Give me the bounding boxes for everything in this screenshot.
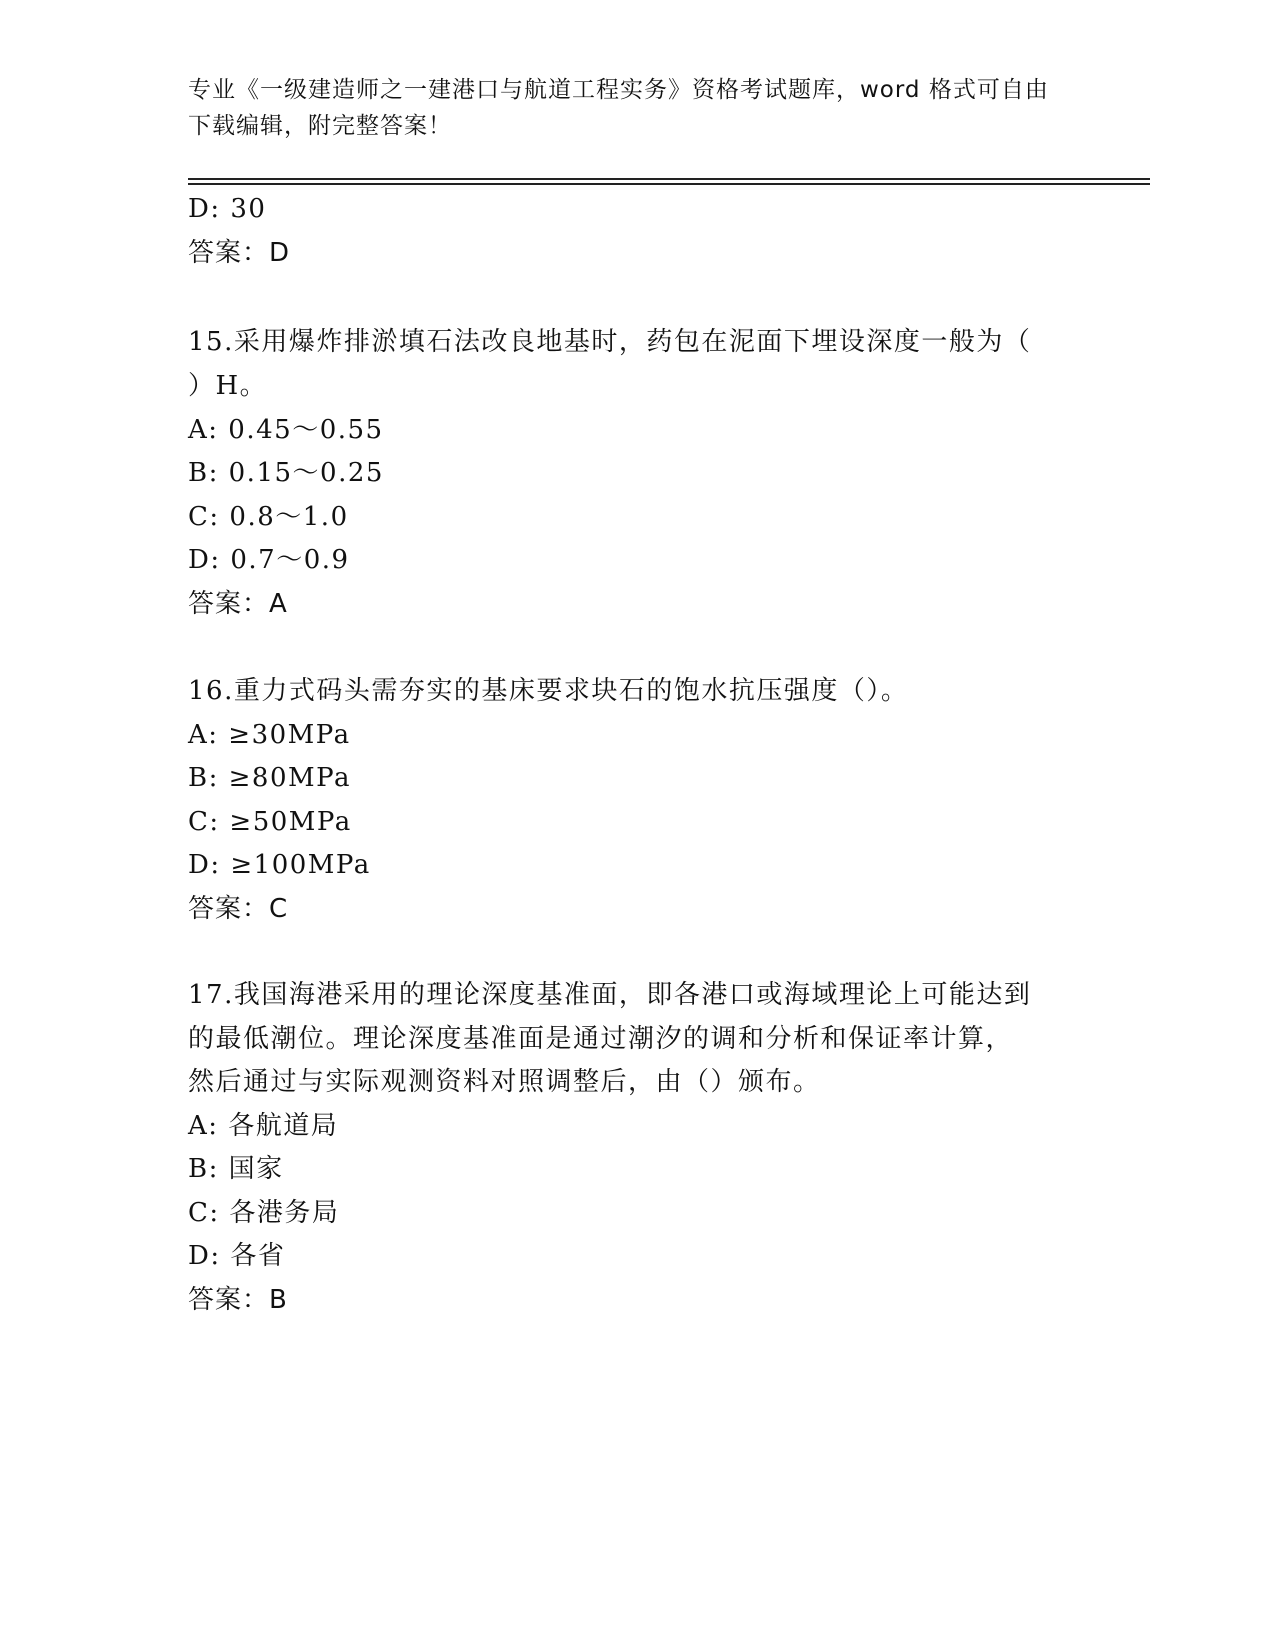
q15-option-a: A: 0.45～0.55 <box>188 415 384 445</box>
q17-option-b: B: 国家 <box>188 1154 284 1184</box>
q15-stem-line-2: ）H。 <box>188 371 268 401</box>
q16-stem-line-1: 16.重力式码头需夯实的基床要求块石的饱水抗压强度（）。 <box>188 676 909 706</box>
q16-option-d: D: ≥100MPa <box>188 850 371 880</box>
q16-option-c: C: ≥50MPa <box>188 807 352 837</box>
header-divider-top <box>188 178 1150 180</box>
q15-option-d: D: 0.7～0.9 <box>188 545 350 575</box>
q17-stem-line-3: 然后通过与实际观测资料对照调整后，由（）颁布。 <box>188 1067 821 1097</box>
q17-answer: 答案：B <box>188 1285 288 1315</box>
q15-option-c: C: 0.8～1.0 <box>188 502 349 532</box>
document-header <box>188 72 1088 144</box>
q15-answer: 答案：A <box>188 589 288 619</box>
q17-option-a: A: 各航道局 <box>188 1111 339 1141</box>
q17-stem-line-1: 17.我国海港采用的理论深度基准面，即各港口或海域理论上可能达到 <box>188 980 1032 1010</box>
q17-option-d: D: 各省 <box>188 1241 286 1271</box>
prev-answer: 答案：D <box>188 238 291 268</box>
q17-option-c: C: 各港务局 <box>188 1198 340 1228</box>
q15-stem-line-1: 15.采用爆炸排淤填石法改良地基时，药包在泥面下埋设深度一般为（ <box>188 327 1032 357</box>
header-line-1: 专业《一级建造师之一建港口与航道工程实务》资格考试题库，word 格式可自由 <box>188 77 1049 103</box>
prev-option-d: D: 30 <box>188 194 267 224</box>
q16-option-b: B: ≥80MPa <box>188 763 351 793</box>
q16-answer: 答案：C <box>188 894 289 924</box>
q16-option-a: A: ≥30MPa <box>188 720 351 750</box>
header-line-2: 下载编辑，附完整答案！ <box>188 113 452 139</box>
header-divider-bottom <box>188 183 1150 185</box>
q15-option-b: B: 0.15～0.25 <box>188 458 384 488</box>
q17-stem-line-2: 的最低潮位。理论深度基准面是通过潮汐的调和分析和保证率计算， <box>188 1024 1014 1054</box>
